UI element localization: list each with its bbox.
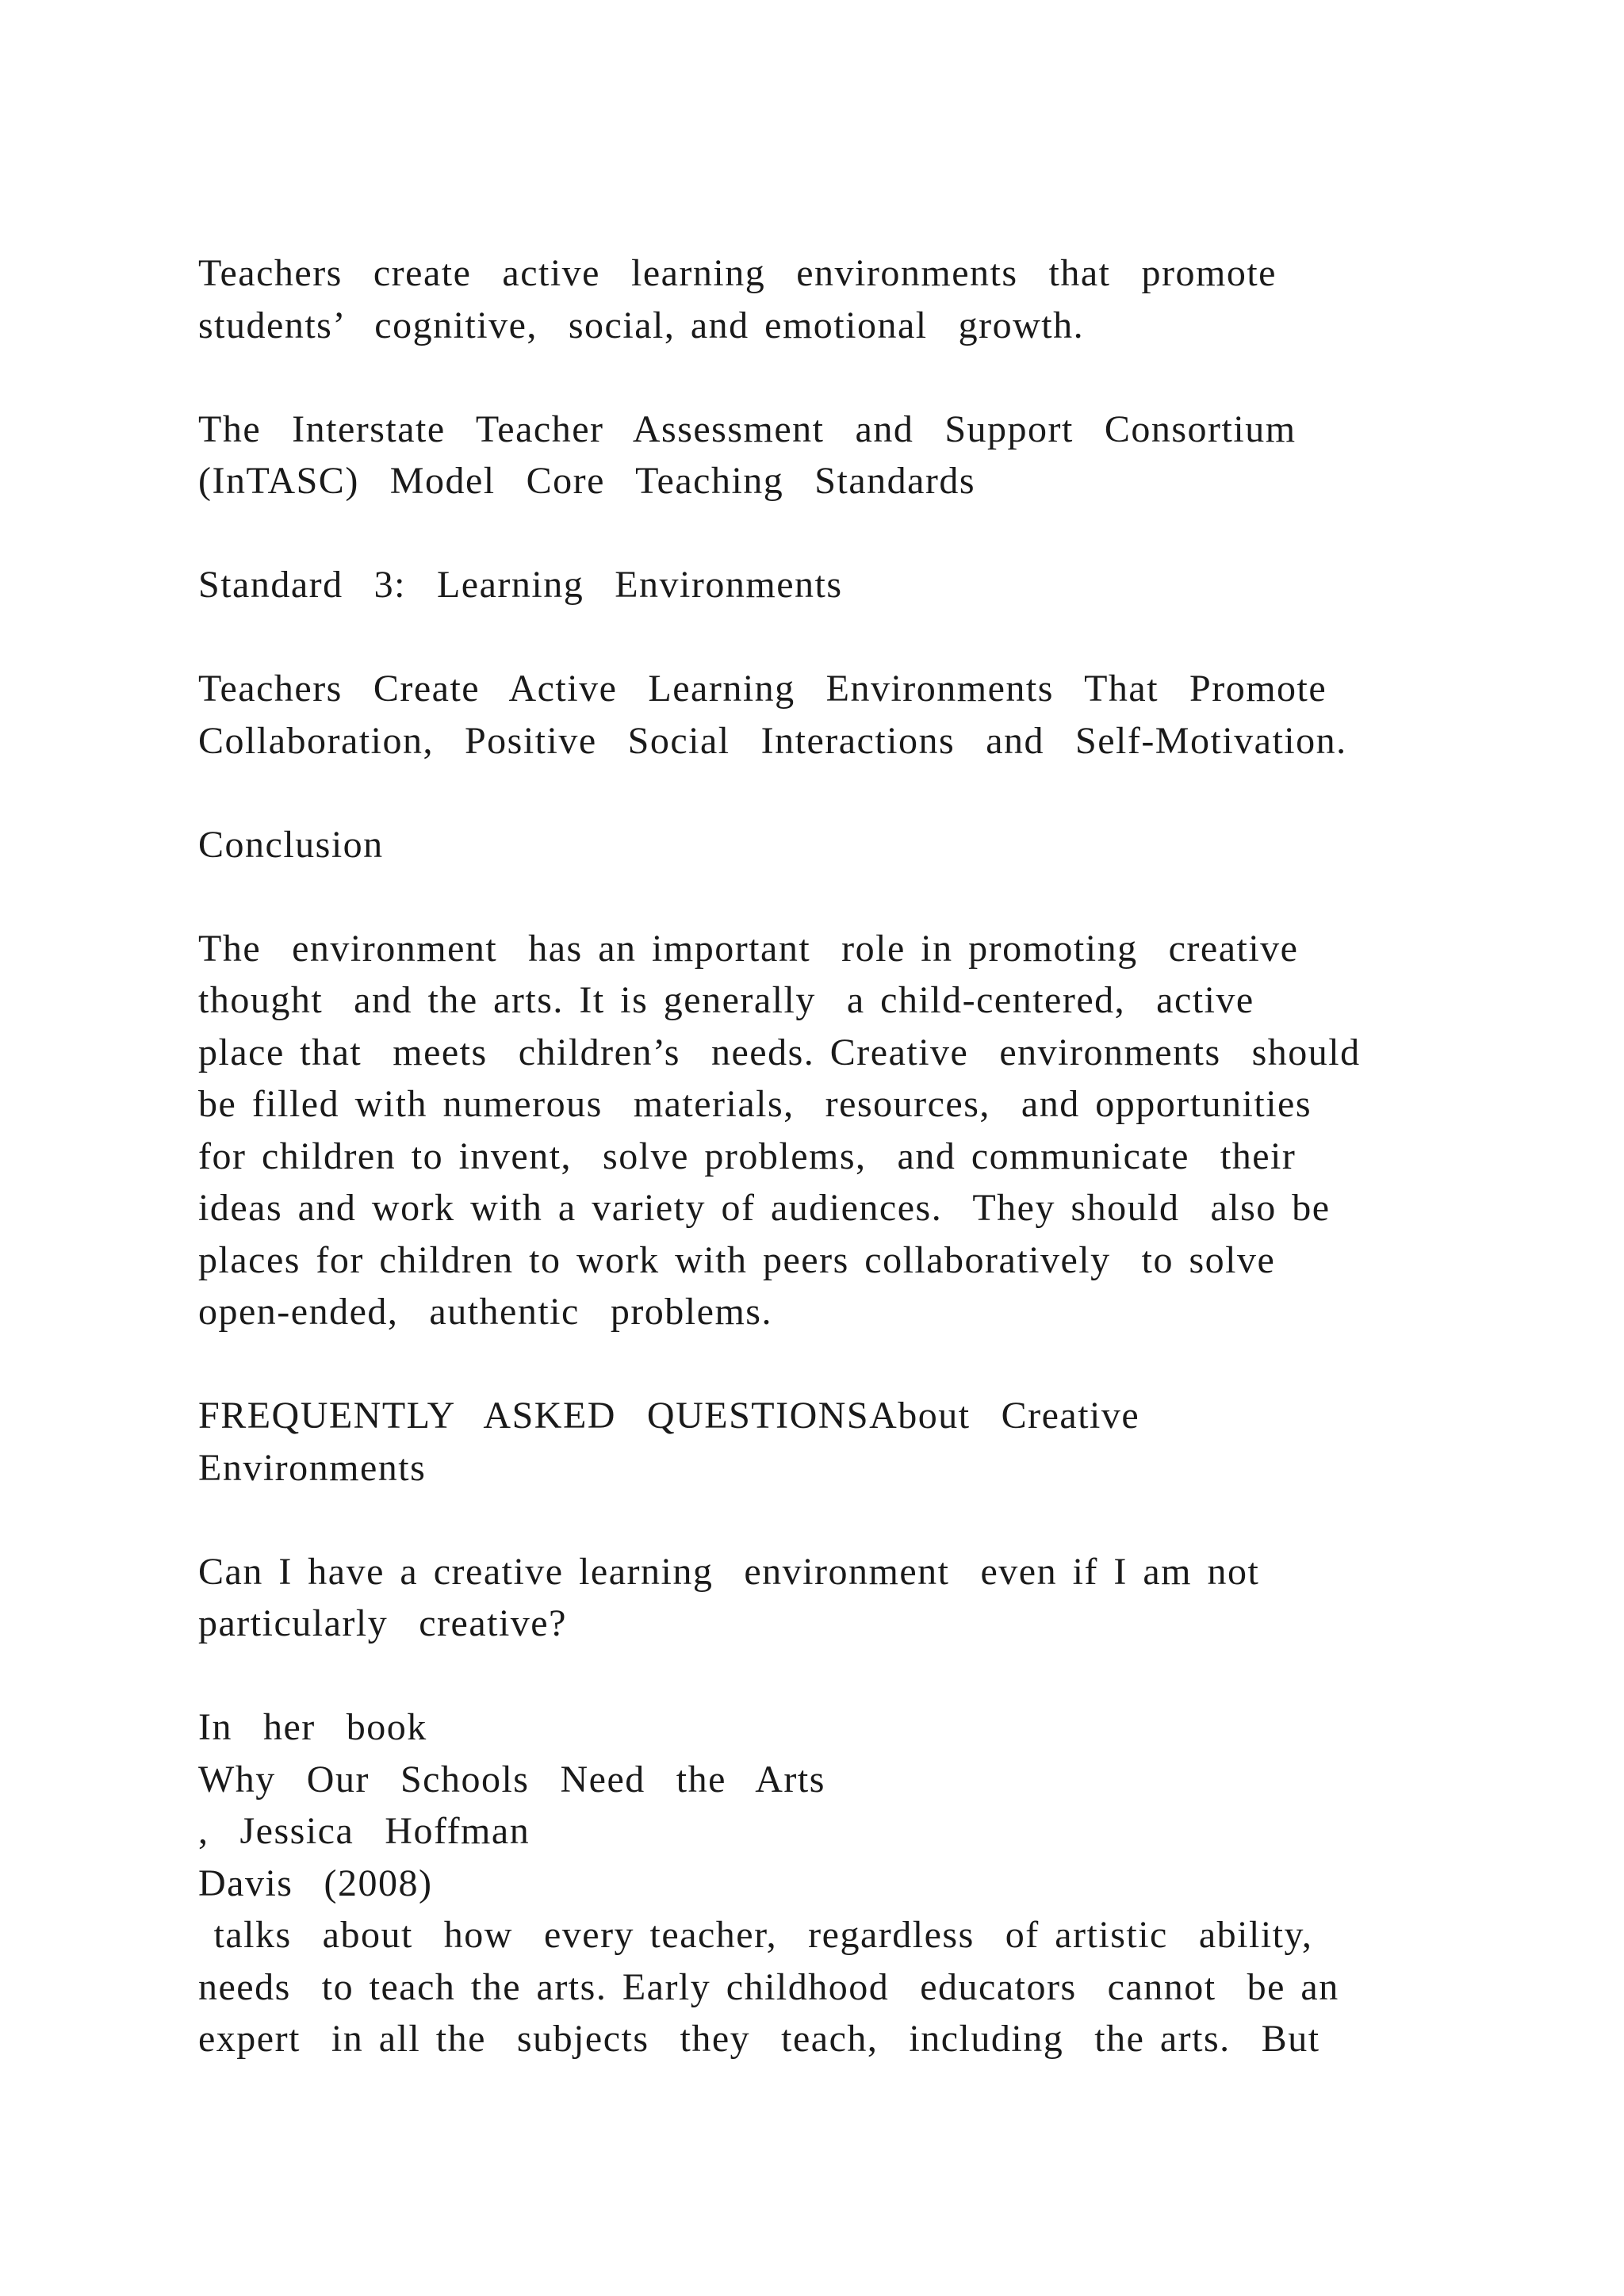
text-line: talks about how every teacher, regardless of artistic ability, [198, 1914, 1313, 1956]
text-line: , Jessica Hoffman [198, 1810, 530, 1852]
paragraph-intasc-title [198, 404, 1546, 507]
text-line: students’ cognitive, social, and emotional growth. [198, 304, 1085, 346]
text-line: Can I have a creative learning environment even if I am not [198, 1550, 1260, 1593]
text-line: particularly creative? [198, 1602, 567, 1644]
text-line: The environment has an important role in promoting creative [198, 927, 1299, 970]
text-line: place that meets children’s needs. Creative environments should [198, 1031, 1361, 1073]
paragraph-standard-statement [198, 663, 1546, 767]
document-body [198, 247, 1546, 2117]
section-heading-conclusion [198, 819, 1546, 871]
text-line: be filled with numerous materials, resources, and opportunities [198, 1083, 1312, 1125]
paragraph-standard-heading [198, 559, 1546, 611]
text-line: thought and the arts. It is generally a child-centered, active [198, 979, 1254, 1021]
text-line: Environments [198, 1446, 427, 1489]
text-line: FREQUENTLY ASKED QUESTIONSAbout Creative [198, 1395, 1140, 1437]
text-line: expert in all the subjects they teach, including the arts. But [198, 2018, 1320, 2060]
text-line: open-ended, authentic problems. [198, 1291, 772, 1333]
text-line: The Interstate Teacher Assessment and Support Consortium [198, 408, 1297, 450]
paragraph-standard-summary [198, 247, 1546, 351]
text-line: Conclusion [198, 823, 384, 866]
text-line: Davis (2008) [198, 1862, 433, 1904]
text-line: (InTASC) Model Core Teaching Standards [198, 460, 976, 502]
text-line: places for children to work with peers collaboratively to solve [198, 1238, 1276, 1281]
section-heading-faq [198, 1390, 1546, 1494]
book-title-line: Why Our Schools Need the Arts [198, 1758, 825, 1800]
faq-question [198, 1546, 1546, 1650]
text-line: ideas and work with a variety of audiences. They should also be [198, 1187, 1331, 1229]
text-line: Teachers create active learning environments that promote [198, 252, 1277, 294]
text-line: for children to invent, solve problems, and communicate their [198, 1135, 1297, 1177]
text-line: In her book [198, 1706, 427, 1748]
text-line: Standard 3: Learning Environments [198, 564, 843, 606]
text-line: needs to teach the arts. Early childhood educators cannot be an [198, 1965, 1339, 2008]
faq-answer [198, 1701, 1546, 2065]
text-line: Teachers Create Active Learning Environments That Promote [198, 668, 1327, 710]
text-line: Collaboration, Positive Social Interactions and Self-Motivation. [198, 719, 1347, 762]
paragraph-conclusion-body [198, 923, 1546, 1338]
